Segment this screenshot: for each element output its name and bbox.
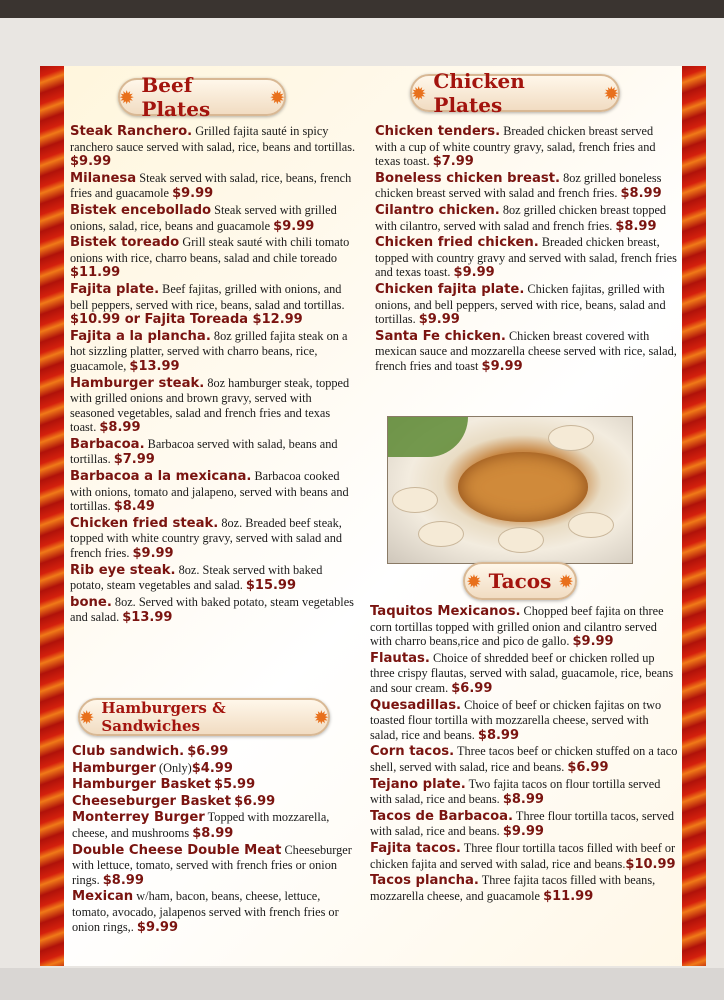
list-item [70,376,358,436]
item-price: $8.99 [192,825,234,841]
item-name: Hamburger steak. [70,375,205,391]
list-item [72,761,360,777]
item-price: $8.99 [620,186,662,202]
item-name: Rib eye steak. [70,562,176,578]
item-description: Grilled fajita sauté in spicy ranchero sauce served with salad, rice, beans and tortillas. [70,124,356,154]
item-description: 8oz. Served with baked potato, steam vegetables and salad. [70,594,354,625]
dark-top-edge [0,0,724,18]
item-description: 8oz. Steak served with baked potato, steam vegetables and salad. [70,562,323,593]
item-description: Choice of shredded beef or chicken rolled up three crispy flautas, served with salad, guacamole, rice, beans and sour cream. [370,650,674,695]
item-price: $13.99 [129,358,180,374]
list-item [370,873,678,904]
potato-slice [392,487,438,513]
list-item [375,329,677,375]
item-name: Flautas. [370,650,430,666]
item-price: $8.99 [102,872,144,888]
list-item [70,595,358,626]
list-item [375,282,677,328]
item-price: $5.99 [214,777,256,793]
chicken-breast [458,452,588,522]
item-description: Breaded chicken breast served with a cup of white country gravy, salad, french fries and texas toast. [375,124,656,169]
item-description: 8oz grilled chicken breast topped with cilantro, served with salad and french fries. [375,202,667,233]
item-name: Boneless chicken breast. [375,170,561,186]
star-icon: ✹ [559,571,573,591]
list-item [375,235,677,281]
list-item [72,843,360,889]
item-name: Barbacoa. [70,436,145,452]
list-item [370,809,678,840]
list-item [370,651,678,697]
item-price: $9.99 [70,154,112,170]
item-price: $6.99 [567,759,609,775]
item-price: $4.99 [191,760,233,776]
list-item [370,841,678,872]
item-price: $6.99 [451,680,493,696]
item-price: $9.99 [481,358,523,374]
hamburgers-banner [78,698,330,736]
list-item [72,777,360,793]
item-price: $11.99 [543,888,594,904]
item-description: w/ham, bacon, beans, cheese, lettuce, tomato, avocado, jalapenos served with french fries or onion rings,. [72,889,339,934]
item-description: 8oz grilled boneless chicken breast served with salad and french fries. [375,170,662,201]
item-description: 8oz. Breaded beef steak, topped with white country gravy, served with salad and french fries. [70,515,343,561]
item-description: Steak served with grilled onions, salad, rice, beans and guacamole [70,202,337,233]
list-item [70,124,358,170]
item-name: Barbacoa a la mexicana. [70,469,252,485]
chicken-plates-title: Chicken Plates [433,69,525,117]
item-name: Hamburger Basket [72,777,211,793]
item-name: Chicken fried steak. [70,515,219,531]
item-name: Taquitos Mexicanos. [370,604,521,619]
item-price: $7.99 [113,452,155,468]
item-name: Bistek encebollado [70,202,212,218]
item-price: $13.99 [122,610,173,626]
star-icon: ✹ [80,707,94,727]
item-price: $9.99 [453,265,495,281]
item-name: Chicken fajita plate. [375,281,525,297]
item-description: Choice of beef or chicken fajitas on two toasted flour tortilla with mozzarella cheese, served with salad, rice and beans. [370,697,662,742]
item-name: Corn tacos. [370,744,455,760]
item-description: Grill steak sauté with chili tomato onions with rice, charro beans, salad and chile toreado [70,235,350,265]
tacos-list [370,604,678,905]
list-item [375,124,677,170]
tacos-banner [463,562,577,600]
item-price: $8.99 [615,218,657,234]
item-price: $9.99 [136,919,179,935]
item-price: $15.99 [245,578,297,594]
item-price: $9.99 [418,312,460,328]
item-name: Double Cheese Double Meat [72,842,282,858]
item-price: $8.99 [477,727,520,743]
item-description: Steak served with salad, rice, beans, french fries and guacamole [70,170,352,201]
star-icon: ✹ [270,87,284,107]
lettuce-garnish [388,417,468,457]
beef-plates-title: Beef Plates [141,73,211,121]
list-item [70,329,358,375]
item-name: Chicken fried chicken. [375,235,539,251]
item-description: Three flour tortilla tacos, served with salad, rice and beans. [370,808,675,839]
item-price: $7.99 [432,154,474,170]
menu-page [40,66,706,966]
item-name: Milanesa [70,170,137,186]
item-price: $8.99 [502,792,544,808]
item-description: Chicken breast covered with mexican sauce and mozzarella cheese served with rice, salad, french fries and toast [375,328,677,373]
item-name: Fajita tacos. [370,840,461,856]
list-item [72,794,360,810]
hamburgers-title: Hamburgers & Sandwiches [101,699,226,735]
item-name: Steak Ranchero. [70,124,193,139]
item-name: Cilantro chicken. [375,202,500,218]
list-item [72,810,360,841]
list-item [375,171,677,202]
item-description: Three fajita tacos filled with beans, mozzarella cheese, and guacamole [370,873,656,903]
item-price: $6.99 [234,793,276,809]
beef-plates-banner [118,73,286,121]
item-price: $9.99 [172,186,214,202]
item-name: Mexican [72,889,134,905]
bottom-margin [0,968,724,1000]
item-description: Three flour tortilla tacos filled with beef or chicken fajita and served with salad, rice and beans. [370,840,676,871]
item-description: Chopped beef fajita on three corn tortillas topped with grilled onion and cilantro served with charro beans,rice and pico de gallo. [370,604,664,649]
list-item [370,604,678,650]
list-item [72,889,360,935]
list-item [70,171,358,202]
item-description: Cheeseburger with lettuce, tomato, served with french fries or onion rings. [72,842,352,887]
item-description: 8oz hamburger steak, topped with grilled onions and brown gravy, served with seasoned vegetables, salad and french fries and texas toast. [70,375,350,435]
chicken-dish-photo [387,416,633,564]
beef-list [70,124,358,627]
potato-slice [568,512,614,538]
item-description: Two fajita tacos on flour tortilla served with salad, rice and beans. [370,776,661,807]
item-name: Chicken tenders. [375,124,501,139]
list-item [72,744,360,760]
item-description: 8oz grilled fajita steak on a hot sizzling platter, served with charro beans, rice, guacamole, [70,328,348,373]
item-description: Three tacos beef or chicken stuffed on a taco shell, served with salad, rice and beans. [370,744,678,774]
star-icon: ✹ [467,571,481,591]
burgers-list [72,744,360,936]
item-name: Monterrey Burger [72,810,205,826]
item-description: Barbacoa cooked with onions, tomato and jalapeno, served with beans and tortillas. [70,469,349,514]
star-icon: ✹ [412,83,426,103]
item-description: Breaded chicken breast, topped with country gravy and served with salad, french fries and texas toast. [375,235,677,280]
list-item [370,744,678,775]
item-name: Fajita a la plancha. [70,328,211,344]
list-item [70,469,358,515]
item-name: Tacos de Barbacoa. [370,808,514,824]
list-item [70,437,358,468]
potato-slice [418,521,464,547]
item-price: $9.99 [502,824,544,840]
list-item [370,777,678,808]
star-icon: ✹ [120,87,134,107]
item-name: bone. [70,594,112,610]
item-name: Tejano plate. [370,776,466,792]
item-price: $9.99 [273,218,315,234]
list-item [70,282,358,328]
item-name: Quesadillas. [370,697,462,713]
list-item [70,203,358,234]
chicken-list [375,124,677,376]
list-item [70,235,358,281]
item-price: $6.99 [187,744,229,759]
item-name: Hamburger [72,760,156,776]
star-icon: ✹ [604,83,618,103]
item-price: $11.99 [70,265,121,281]
item-price: $8.49 [113,499,155,515]
item-price: $10.99 [625,856,676,872]
chicken-plates-banner [410,69,620,117]
item-description: Chicken fajitas, grilled with onions, and bell peppers, served with rice, beans, salad and tortillas. [375,281,666,327]
list-item [375,203,677,234]
item-price: $9.99 [572,634,614,650]
item-description: Beef fajitas, grilled with onions, and bell peppers, served with rice, beans, salad and tortillas. [70,281,345,312]
item-name: Cheeseburger Basket [72,793,232,809]
item-name: Santa Fe chicken. [375,328,506,344]
item-description: Topped with mozzarella, cheese, and mushrooms [72,810,330,840]
item-description: (Only) [155,760,192,775]
list-item [70,563,358,594]
list-item [70,516,358,562]
right-flame-border [682,66,706,966]
star-icon: ✹ [314,707,328,727]
item-price: $9.99 [132,546,174,562]
potato-slice [548,425,594,451]
item-name: Club sandwich. [72,744,185,759]
item-description: Barbacoa served with salad, beans and tortillas. [70,436,338,467]
item-price: $8.99 [99,420,141,436]
item-name: Bistek toreado [70,235,180,251]
potato-slice [498,527,544,553]
item-name: Tacos plancha. [370,873,479,889]
tacos-title: Tacos [488,569,552,593]
left-flame-border [40,66,64,966]
list-item [370,698,678,744]
item-name: Fajita plate. [70,281,160,297]
item-price: $10.99 or Fajita Toreada $12.99 [70,312,303,328]
